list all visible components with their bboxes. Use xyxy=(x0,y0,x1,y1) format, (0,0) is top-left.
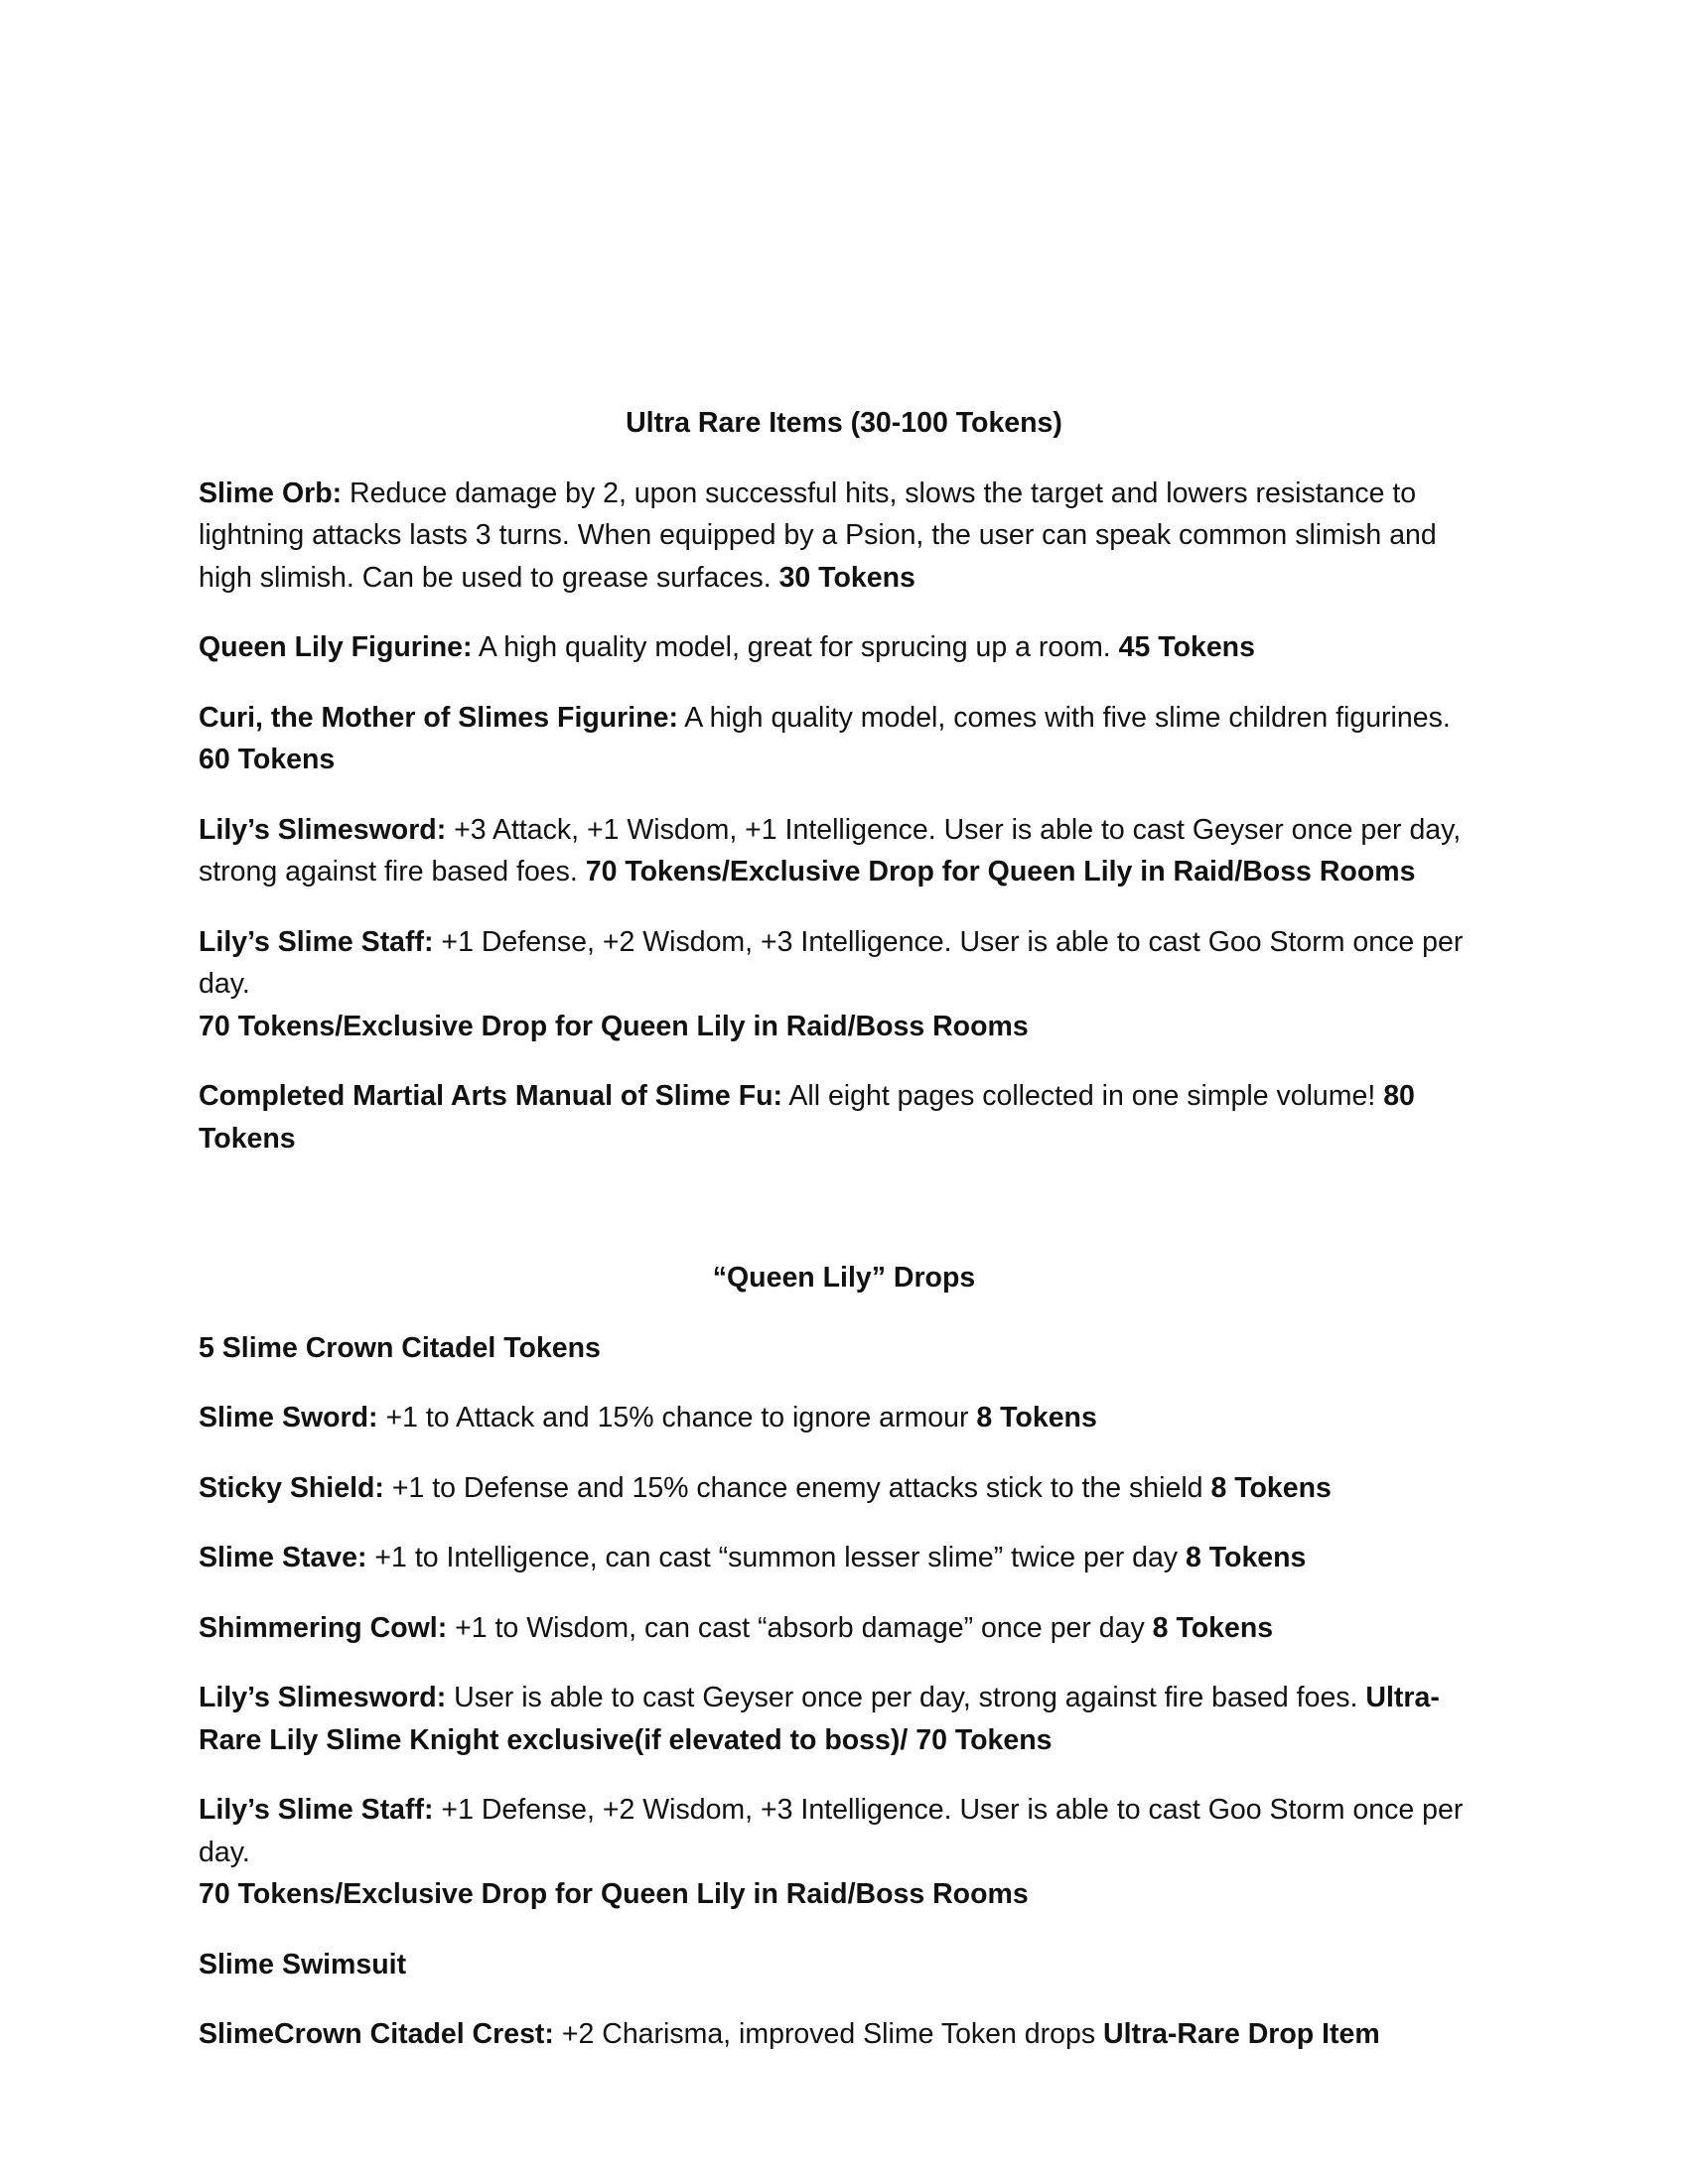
item-cost: 8 Tokens xyxy=(1210,1471,1332,1504)
item-name: Slime Sword: xyxy=(199,1402,378,1433)
item-name: 5 Slime Crown Citadel Tokens xyxy=(199,1331,601,1364)
item-cost: 45 Tokens xyxy=(1118,631,1255,663)
item-name: Completed Martial Arts Manual of Slime Fu: xyxy=(199,1080,783,1112)
item-description: A high quality model, comes with five slime children figurines. xyxy=(677,701,1451,734)
item-cost: 70 Tokens/Exclusive Drop for Queen Lily in Raid/Boss Rooms xyxy=(199,1878,1029,1910)
item-name: Lily’s Slimesword: xyxy=(199,1682,447,1713)
drop-entry-citadel-crest xyxy=(199,2013,1489,2056)
item-cost: 80 Tokens xyxy=(199,1080,1415,1155)
item-description: A high quality model, great for sprucing up a room. xyxy=(472,631,1119,663)
item-name: Queen Lily Figurine: xyxy=(199,631,473,663)
item-description: +1 Defense, +2 Wisdom, +3 Intelligence. User is able to cast Goo Storm once per day. xyxy=(199,1794,1464,1868)
drop-entry-shimmering-cowl xyxy=(199,1607,1489,1650)
drop-entry-lilys-slimesword xyxy=(199,1677,1489,1761)
item-name: Shimmering Cowl: xyxy=(199,1611,448,1644)
item-name: Slime Orb: xyxy=(199,477,343,509)
item-cost: 30 Tokens xyxy=(778,561,915,594)
item-entry-queen-lily-figurine xyxy=(199,626,1489,669)
item-description: Reduce damage by 2, upon successful hits, slows the target and lowers resistance to lightning attacks lasts 3 turns. When equipped by a Psion, the user can speak common slimish and high slimish. Can be used to grease surfaces. xyxy=(199,477,1437,594)
drop-entry-slime-stave xyxy=(199,1537,1489,1579)
item-description: User is able to cast Geyser once per day, strong against fire based foes. xyxy=(446,1682,1366,1713)
item-cost: 70 Tokens/Exclusive Drop for Queen Lily in Raid/Boss Rooms xyxy=(585,856,1416,887)
section-heading-queen-lily-drops: “Queen Lily” Drops xyxy=(712,1262,976,1294)
item-name: Lily’s Slime Staff: xyxy=(199,1794,434,1826)
item-entry-martial-arts-manual xyxy=(199,1075,1489,1160)
item-cost: 70 Tokens/Exclusive Drop for Queen Lily in Raid/Boss Rooms xyxy=(199,1010,1029,1042)
item-cost: 8 Tokens xyxy=(976,1402,1097,1433)
section-heading-ultra-rare-items: Ultra Rare Items (30-100 Tokens) xyxy=(626,407,1062,439)
item-description: +1 to Wisdom, can cast “absorb damage” once per day xyxy=(447,1611,1153,1644)
item-cost: Ultra-Rare Drop Item xyxy=(1103,2018,1380,2050)
item-name: Sticky Shield: xyxy=(199,1471,384,1504)
drop-entry-slime-swimsuit xyxy=(199,1944,1489,1986)
item-name: Slime Stave: xyxy=(199,1542,367,1573)
item-name: Lily’s Slime Staff: xyxy=(199,925,434,958)
drop-entry-slime-sword xyxy=(199,1397,1489,1439)
item-description: All eight pages collected in one simple volume! xyxy=(782,1080,1384,1112)
item-name: Curi, the Mother of Slimes Figurine: xyxy=(199,701,678,734)
item-entry-slime-orb xyxy=(199,473,1489,600)
drop-entry-lilys-slime-staff xyxy=(199,1789,1489,1916)
item-cost: 8 Tokens xyxy=(1152,1611,1274,1644)
item-cost: 8 Tokens xyxy=(1185,1542,1307,1573)
item-entry-lilys-slimesword xyxy=(199,809,1489,893)
item-entry-curi-figurine xyxy=(199,697,1489,781)
item-description: +1 to Attack and 15% chance to ignore armour xyxy=(377,1402,977,1433)
item-name: Lily’s Slimesword: xyxy=(199,813,447,846)
item-description: +1 to Intelligence, can cast “summon lesser slime” twice per day xyxy=(366,1542,1186,1573)
item-description: +1 Defense, +2 Wisdom, +3 Intelligence. User is able to cast Goo Storm once per day. xyxy=(199,925,1464,1000)
drop-entry-sticky-shield xyxy=(199,1467,1489,1510)
item-description: +3 Attack, +1 Wisdom, +1 Intelligence. User is able to cast Geyser once per day, strong against fire based foes. xyxy=(199,813,1462,887)
document-content xyxy=(199,402,1489,2084)
item-name: Slime Swimsuit xyxy=(199,1948,407,1980)
item-cost: Ultra-Rare Lily Slime Knight exclusive(if elevated to boss)/ 70 Tokens xyxy=(199,1682,1440,1756)
item-description: +2 Charisma, improved Slime Token drops xyxy=(553,2018,1103,2050)
item-name: SlimeCrown Citadel Crest: xyxy=(199,2018,554,2050)
item-cost: 60 Tokens xyxy=(199,744,336,775)
drop-entry-crown-tokens xyxy=(199,1327,1489,1370)
item-entry-lilys-slime-staff xyxy=(199,921,1489,1048)
item-description: +1 to Defense and 15% chance enemy attacks stick to the shield xyxy=(383,1471,1211,1504)
